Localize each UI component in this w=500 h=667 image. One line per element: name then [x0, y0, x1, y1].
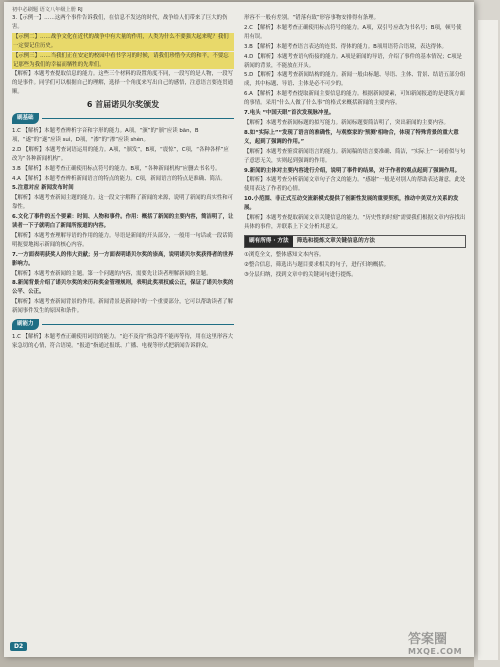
- basics-answer-6-analysis: 【解析】本题考查理解导语的作用的能力。导语是新闻的开头部分，一般用一句话或一段话简明扼要地揭示新闻的核心内容。: [12, 232, 234, 248]
- method-step-1: ①浏览全文，整体感知文本内容。: [244, 251, 325, 258]
- ability-answer-6: 6.A 【解析】本题考查提取新闻主要信息的能力。根据新闻要素，可知新闻报道的是建筑方面的事情。采用“什么人做了什么事”的格式来概括新闻的主要内容。: [244, 91, 465, 107]
- ability-answer-1-cont: 形容不一般有差别。“错落有致”形容事物安排得有条理。: [244, 15, 379, 21]
- basics-badge: 刷基础: [12, 113, 39, 124]
- answer-3-analysis: 【解析】本题考查提取信息的能力。这些三个材料的设置角度不同，一段写的是人物，一段写的是事件。同学们可以根据自己的理解，选择一个角度来写出自己的感悟，注意语言要连贯通顺。: [12, 71, 234, 96]
- basics-answer-1: 1.C 【解析】本题考查辨析字音和字形的能力。A项，“颁”的“颁”应读 bān，B项，“遂”的“遂”应读 suì，D项，“渗”的“渗”应读 shèn。: [12, 127, 199, 143]
- ability-answer-3: 3.B 【解析】本题考查语言表达的连贯、得体的能力。B项用语符合语境，表达得体。: [244, 43, 447, 50]
- ability-answer-5: 5.D 【解析】本题考查新闻结构的能力。新闻一般由标题、导语、主体、背景、结语五部分组成，其中标题、导语、主体是必不可少的。: [244, 72, 466, 88]
- basics-band: [12, 113, 234, 124]
- band-rule: [42, 118, 234, 119]
- ability-answer-4: 4.D 【解析】本题考查语句衔接的能力。A项是新闻的导语，介绍了事件的基本情况；C项是新闻的背景，不能放在开头。: [244, 53, 462, 69]
- watermark: [408, 628, 480, 656]
- basics-answer-8: 8.新闻背景介绍了诺贝尔奖的来历和奖金管理规则，表明此奖项权威公正，保证了诺贝尔奖的公平、公正。: [12, 280, 234, 296]
- method-title: 筛选和提炼文章关键信息的方法: [296, 237, 375, 244]
- ability-answer-10-analysis: 【解析】本题考查提取新闻文章关键信息的能力。“历史性的时刻”需要我们根据文章内容找出具体的事件，并联系上下文分析其意义。: [244, 215, 466, 230]
- basics-answer-4: 4.A 【解析】本题考查辨析新闻语言的特点的能力。C项，新闻语言的特点是准确、简洁。: [12, 175, 226, 182]
- method-step-3: ③分层归纳，找到文章中的关键词句进行提炼。: [244, 271, 357, 278]
- workbook-page: [4, 2, 474, 657]
- basics-answer-7: 7.一方面表明获奖人的伟大贡献；另一方面表明诺贝尔奖的崇高，说明诺贝尔奖获得者的世界影响力。: [12, 251, 234, 267]
- right-column: [244, 14, 466, 280]
- ability-answer-8-analysis: 【解析】本题考查鉴赏新闻语言的能力。新闻稿的语言要准确、简洁，“实际上”一词看似与句子意思无关，实则起到强调的作用。: [244, 148, 466, 164]
- ability-band: [12, 319, 234, 330]
- ability-answer-1: 1.C 【解析】本题考查正确使用词语的能力。“迫不及待”指急得不能再等待，用在这里形容大家急切的心情，符合语境。“报道”指通过报纸、广播、电视等形式把新闻告诉群众。: [12, 334, 234, 349]
- section-title: 6 首届诺贝尔奖颁发: [86, 100, 160, 110]
- basics-answer-8-analysis: 【解析】本题考查新闻背景的作用。新闻背景是新闻中的一个重要部分，它可以帮助读者了解新闻事件发生的原因和条件。: [12, 299, 234, 315]
- basics-answer-3: 3.B 【解析】本题考查正确使用标点符号的能力。B项，“各种新闻机构”应删去书名号。: [12, 165, 221, 172]
- left-column: [12, 14, 234, 352]
- ability-answer-9: 9.新闻的主体对主要内容进行介绍，说明了事件的结果，对于作者的观点起到了强调作用。: [244, 167, 461, 174]
- adjacent-page-strip: [478, 20, 498, 660]
- watermark-line-2: MXQE.COM: [408, 647, 463, 656]
- basics-answer-2: 2.D 【解析】本题考查词语运用的能力。A项，“颁发”，B项，“震惊”，C项，“各种各样”应改为“各种新闻机构”。: [12, 146, 229, 162]
- answer-3-example-1: 3.【示例一】……这两个事件告诉我们，在信息不发达的时代，战争给人们带来了巨大的伤害。: [12, 15, 228, 30]
- band-rule: [42, 324, 234, 325]
- adjacent-page-edge: [474, 0, 500, 667]
- ability-answer-9-analysis: 【解析】本题考查分析新闻文章句子含义的能力。“感谢”一般是对别人的帮助表达谢意，此处使用表达了作者的心情。: [244, 177, 466, 193]
- page-number: D2: [10, 642, 27, 651]
- basics-answer-7-analysis: 【解析】本题考查新闻的主题。第一个问题的内容，需要先让读者理解新闻的主题。: [12, 270, 212, 277]
- method-step-2: ②整合信息，筛选出与题目要求相关的句子，进行归纳概括。: [244, 261, 389, 268]
- basics-answer-5: 5.注意对应 新闻发布时间: [12, 185, 74, 192]
- ability-answer-2: 2.C 【解析】本题考查正确使用标点符号的能力。A项，双引号应改为书名号；B项，顿号使用有误。: [244, 24, 462, 40]
- ability-answer-10: 10.小范围、非正式互动交流新模式提供了创新性发展的重要契机，推动中美双方关系的发展。: [244, 196, 459, 212]
- watermark-line-1: 答案圈: [408, 632, 448, 647]
- answer-3-example-2: 【示例二】……战争文化在近代的战争中有大量的作用，人类为什么不要强大起来呢？我们一定要记住历史。: [12, 33, 234, 51]
- answer-3-example-3: 【示例三】……当我们正在安定的校园中看书学习的时候，请我们珍惜今天的和平，不要忘记那些为我们的幸福而牺牲的先辈们。: [12, 52, 234, 70]
- ability-answer-7-analysis: 【解析】本题考查新闻标题的拟写能力。新闻标题要简洁明了，突出新闻的主要内容。: [244, 119, 449, 126]
- method-label: 刷有所得 · 方法: [245, 236, 293, 247]
- ability-answer-7: 7.电头 “中国天眼”首次发现脉冲星。: [244, 110, 335, 117]
- ability-answer-8: 8.如“实际上”“发现了语言的准确性，与观察家的‘预测’相吻合，体现了特殊背景的重大意义，起到了强调的作用。”: [244, 129, 459, 145]
- ability-badge: 刷能力: [12, 319, 39, 330]
- method-box: [244, 235, 466, 248]
- basics-answer-6: 6.文化了事件的五个要素：时间、人物和事件。作用：概括了新闻的主要内容，简洁明了，让读者一下子就明白了新闻所报道的内容。: [12, 214, 234, 230]
- basics-answer-5-analysis: 【解析】本题考查新闻主题的能力。这一段文字解释了新闻的来源，说明了新闻的真实性和可靠性。: [12, 195, 234, 211]
- running-head: 初中必刷题 语文八年级上册 RJ: [12, 7, 83, 13]
